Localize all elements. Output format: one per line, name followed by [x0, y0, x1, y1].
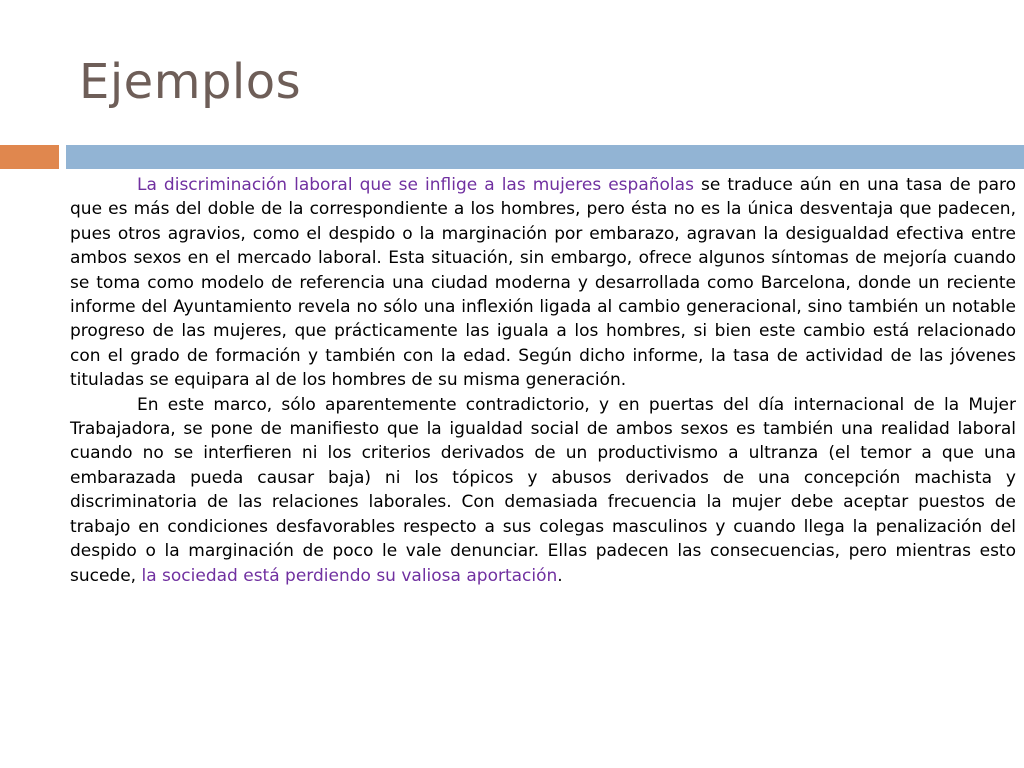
slide-body [70, 173, 1016, 588]
header-rule-bar [66, 145, 1024, 169]
paragraph-text: En este marco, sólo aparentemente contradictorio, y en puertas del día internacional de la Mujer Trabajadora, se pone de manifiesto que la igualdad social de ambos sexos es también una realidad laboral cuando no se interfieren ni los criterios derivados de un productivismo a ultranza (el temor a que una embarazada pueda causar baja) ni los tópicos y abusos derivados de una concepción machista y discriminatoria de las relaciones laborales. Con demasiada frecuencia la mujer debe aceptar puestos de trabajo en condiciones desfavorables respecto a sus colegas masculinos y cuando llega la penalización del despido o la marginación de poco le vale denunciar. Ellas padecen las consecuencias, pero mientras esto sucede, [70, 394, 1016, 586]
paragraph-text: se traduce aún en una tasa de paro que es más del doble de la correspondiente a los hombres, pero ésta no es la única desventaja que padecen, pues otros agravios, como el despido o la marginación por embarazo, agravan la desigualdad efectiva entre ambos sexos en el mercado laboral. Esta situación, sin embargo, ofrece algunos síntomas de mejoría cuando se toma como modelo de referencia una ciudad moderna y desarrollada como Barcelona, donde un reciente informe del Ayuntamiento revela no sólo una inflexión ligada al cambio generacional, sino también un notable progreso de las mujeres, que prácticamente las iguala a los hombres, si bien este cambio está relacionado con el grado de formación y también con la edad. Según dicho informe, la tasa de actividad de las jóvenes tituladas se equipara al de los hombres de su misma generación. [70, 175, 1016, 391]
highlighted-phrase: La discriminación laboral que se inflige a las mujeres españolas [137, 175, 694, 195]
highlighted-phrase: la sociedad está perdiendo su valiosa aportación [141, 565, 558, 586]
slide-title: Ejemplos [79, 54, 302, 110]
paragraph-end: . [557, 565, 563, 586]
paragraph-2 [70, 393, 1016, 588]
accent-bar [0, 145, 59, 169]
paragraph-1 [70, 173, 1016, 393]
